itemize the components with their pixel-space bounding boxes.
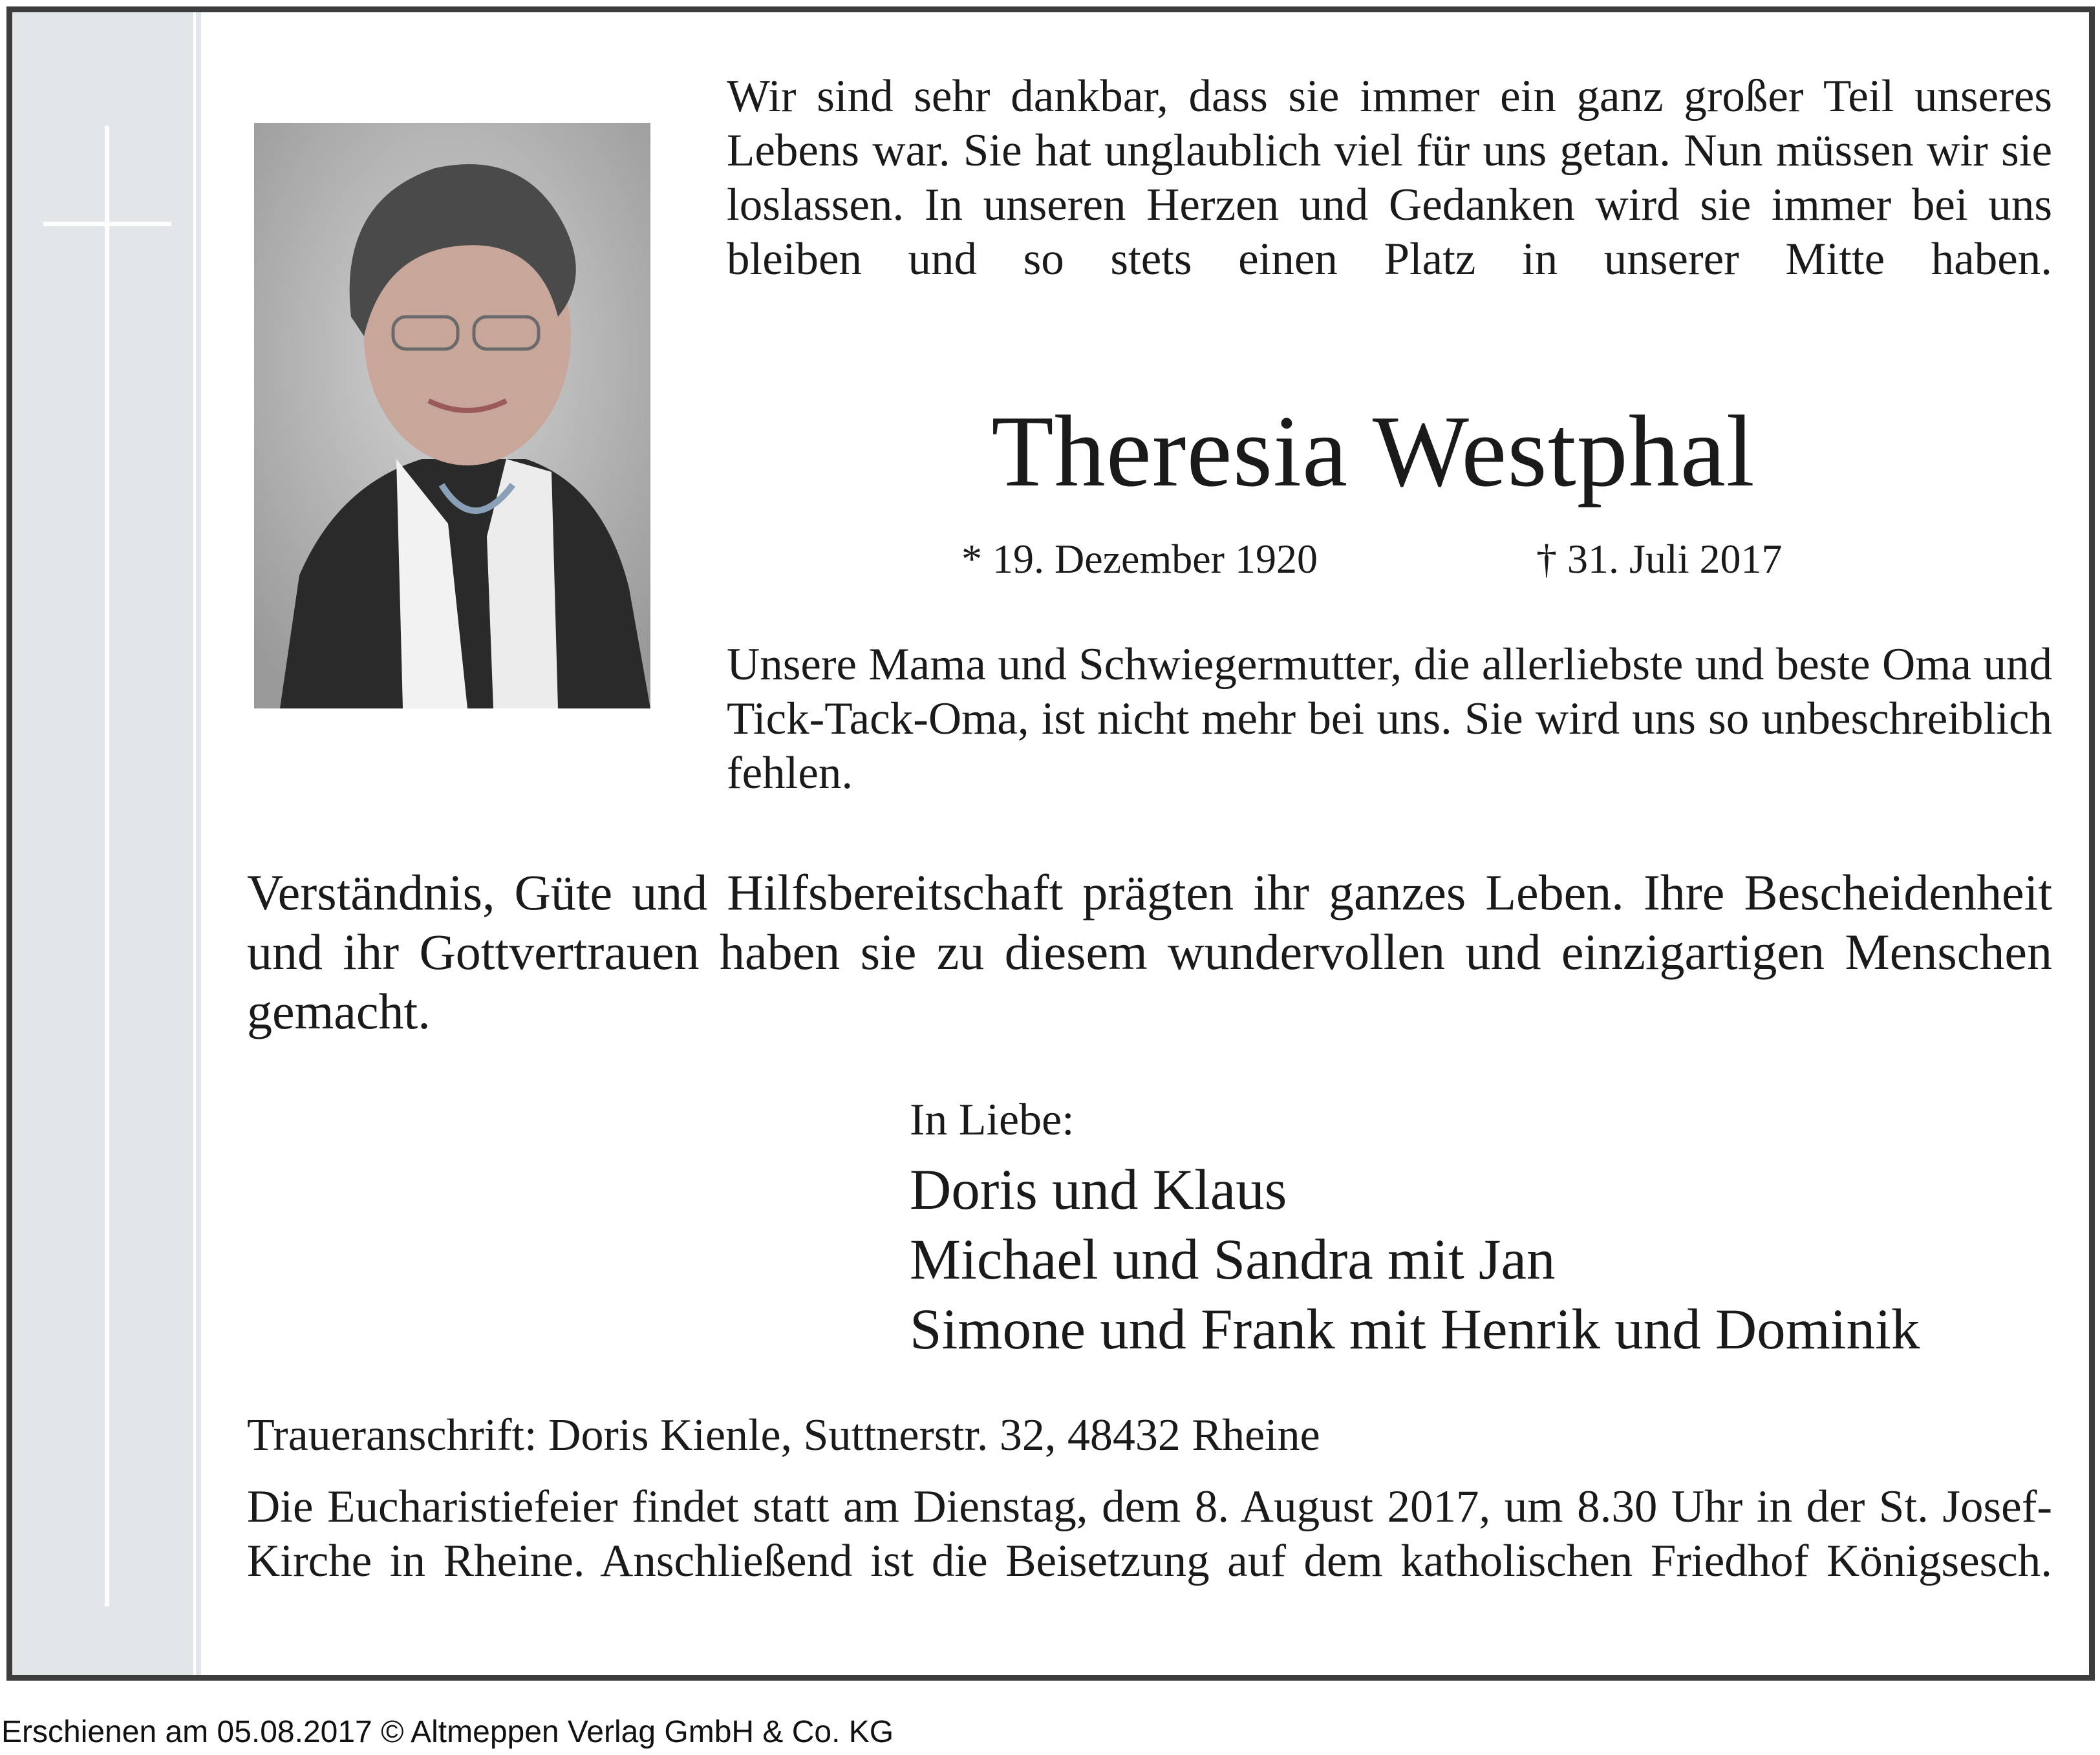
family-line: Simone und Frank mit Henrik und Dominik [910,1298,1920,1361]
service-paragraph: Die Eucharistiefeier findet statt am Dienstag, dem 8. August 2017, um 8.30 Uhr in der St. Josef-Kirche in Rheine. Anschließend ist die Beisetzung auf dem katholischen Friedhof Königsesch. [247,1482,2052,1586]
family-line: Michael und Sandra mit Jan [910,1228,1556,1292]
mourning-address: Traueranschrift: Doris Kienle, Suttnerstr. 32, 48432 Rheine [247,1410,1320,1460]
death-date: † 31. Juli 2017 [1536,536,1783,582]
family-line: Doris und Klaus [910,1158,1287,1222]
cross-icon [105,126,109,1606]
side-band [12,12,201,1675]
cross-icon-bar [43,222,171,226]
deceased-name: Theresia Westphal [991,395,1755,508]
character-paragraph: Verständnis, Güte und Hilfsbereitschaft prägten ihr ganzes Leben. Ihre Bescheidenheit und ihr Gottvertrauen haben sie zu diesem wundervollen und einzigartigen Menschen gemacht. [247,864,2052,1039]
tribute-paragraph: Unsere Mama und Schwiegermutter, die allerliebste und beste Oma und Tick-Tack-Oma, ist nicht mehr bei uns. Sie wird uns so unbeschreiblich fehlen. [727,639,2052,798]
love-label: In Liebe: [910,1095,1075,1145]
publication-footer: Erschienen am 05.08.2017 © Altmeppen Verlag GmbH & Co. KG [1,1715,894,1749]
band-divider [193,12,196,1675]
family-list [910,1155,1920,1365]
birth-date: * 19. Dezember 1920 [961,536,1318,582]
intro-paragraph: Wir sind sehr dankbar, dass sie immer ein ganz großer Teil unseres Lebens war. Sie hat unglaublich viel für uns getan. Nun müssen wir sie loslassen. In unseren Herzen und Gedanken wird sie immer bei uns bleiben und so stets einen Platz in unserer Mitte haben. [727,71,2052,284]
portrait-photo [254,123,650,708]
obituary-frame [6,6,2095,1681]
